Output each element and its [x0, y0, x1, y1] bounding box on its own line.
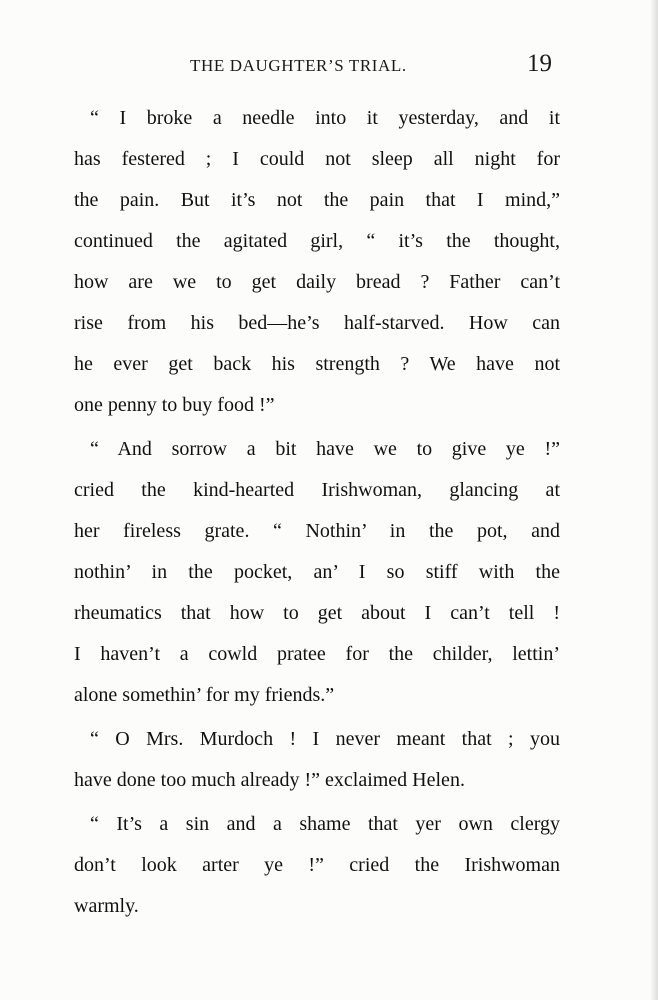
- text-line: he ever get back his strength ? We have not: [74, 353, 560, 375]
- text-line: alone somethin’ for my friends.”: [74, 684, 335, 706]
- text-line: I haven’t a cowld pratee for the childer, lettin’: [74, 643, 560, 665]
- text-line: nothin’ in the pocket, an’ I so stiff with the: [74, 561, 560, 583]
- text-line: “ And sorrow a bit have we to give ye !”: [90, 438, 560, 460]
- text-line: one penny to buy food !”: [74, 394, 275, 416]
- body-text: [74, 98, 560, 930]
- text-line: have done too much already !” exclaimed Helen.: [74, 769, 465, 791]
- text-line: “ O Mrs. Murdoch ! I never meant that ; you: [90, 728, 560, 750]
- text-line: how are we to get daily bread ? Father can’t: [74, 271, 560, 293]
- paragraph: [74, 804, 560, 927]
- text-line: has festered ; I could not sleep all night for: [74, 148, 560, 170]
- text-line: rise from his bed—he’s half-starved. How can: [74, 312, 560, 334]
- paragraph: [74, 719, 560, 801]
- text-line: rheumatics that how to get about I can’t tell !: [74, 602, 560, 624]
- text-line: warmly.: [74, 895, 139, 917]
- page-number: 19: [527, 50, 552, 77]
- paragraph: [74, 98, 560, 426]
- text-line: “ I broke a needle into it yesterday, and it: [90, 107, 560, 129]
- running-title: THE DAUGHTER’S TRIAL.: [190, 56, 407, 75]
- paragraph: [74, 429, 560, 716]
- running-head: [0, 50, 658, 80]
- text-line: cried the kind-hearted Irishwoman, glancing at: [74, 479, 560, 501]
- text-line: the pain. But it’s not the pain that I mind,”: [74, 189, 560, 211]
- text-line: “ It’s a sin and a shame that yer own clergy: [90, 813, 560, 835]
- text-line: don’t look arter ye !” cried the Irishwoman: [74, 854, 560, 876]
- text-line: her fireless grate. “ Nothin’ in the pot, and: [74, 520, 560, 542]
- page-edge-shadow: [650, 0, 658, 1000]
- text-line: continued the agitated girl, “ it’s the thought,: [74, 230, 560, 252]
